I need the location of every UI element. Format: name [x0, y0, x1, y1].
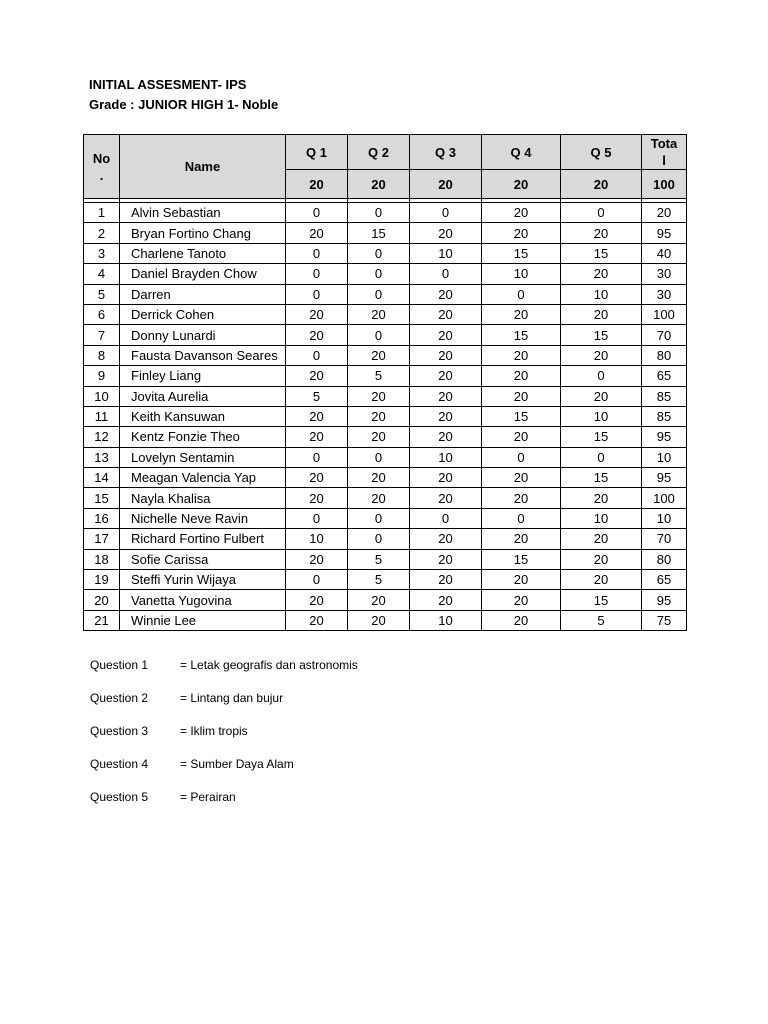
q3-score-cell: 20: [410, 386, 482, 406]
q2-score-cell: 0: [348, 264, 410, 284]
student-name-cell: Vanetta Yugovina: [120, 590, 286, 610]
student-name-cell: Lovelyn Sentamin: [120, 447, 286, 467]
header-q1: Q 1: [286, 135, 348, 170]
table-row: [84, 264, 687, 284]
row-number-cell: 9: [84, 366, 120, 386]
q1-score-cell: 20: [286, 610, 348, 630]
q3-score-cell: 20: [410, 488, 482, 508]
table-row: [84, 325, 687, 345]
q3-score-cell: 20: [410, 427, 482, 447]
student-name-cell: Sofie Carissa: [120, 549, 286, 569]
row-number-cell: 3: [84, 243, 120, 263]
table-row: [84, 508, 687, 528]
q5-score-cell: 15: [561, 590, 642, 610]
q4-score-cell: 15: [482, 243, 561, 263]
student-name-cell: Steffi Yurin Wijaya: [120, 570, 286, 590]
q3-score-cell: 20: [410, 468, 482, 488]
legend-question-topic: = Letak geografis dan astronomis: [180, 658, 358, 672]
table-row: [84, 406, 687, 426]
q5-score-cell: 5: [561, 610, 642, 630]
q3-score-cell: 20: [410, 529, 482, 549]
table-row: [84, 590, 687, 610]
student-name-cell: Daniel Brayden Chow: [120, 264, 286, 284]
table-row: [84, 529, 687, 549]
q3-score-cell: 20: [410, 570, 482, 590]
q1-score-cell: 0: [286, 284, 348, 304]
q5-score-cell: 20: [561, 570, 642, 590]
q5-score-cell: 15: [561, 243, 642, 263]
q4-score-cell: 0: [482, 284, 561, 304]
document-title: INITIAL ASSESMENT- IPS: [89, 77, 247, 92]
row-number-cell: 1: [84, 203, 120, 223]
q1-score-cell: 20: [286, 468, 348, 488]
q5-score-cell: 15: [561, 427, 642, 447]
q3-score-cell: 0: [410, 264, 482, 284]
q2-score-cell: 20: [348, 386, 410, 406]
total-score-cell: 10: [642, 447, 687, 467]
student-name-cell: Nichelle Neve Ravin: [120, 508, 286, 528]
q4-score-cell: 20: [482, 570, 561, 590]
q2-score-cell: 15: [348, 223, 410, 243]
q4-score-cell: 15: [482, 325, 561, 345]
table-row: [84, 223, 687, 243]
total-score-cell: 95: [642, 223, 687, 243]
q4-score-cell: 15: [482, 406, 561, 426]
q1-score-cell: 0: [286, 264, 348, 284]
student-name-cell: Winnie Lee: [120, 610, 286, 630]
score-table: [83, 134, 687, 631]
student-name-cell: Derrick Cohen: [120, 304, 286, 324]
grade-line: Grade : JUNIOR HIGH 1- Noble: [89, 97, 279, 112]
q4-score-cell: 20: [482, 366, 561, 386]
row-number-cell: 4: [84, 264, 120, 284]
header-total-max: 100: [642, 170, 687, 199]
q2-score-cell: 20: [348, 468, 410, 488]
header-q5: Q 5: [561, 135, 642, 170]
q5-score-cell: 20: [561, 264, 642, 284]
legend-item: [90, 790, 358, 823]
student-name-cell: Keith Kansuwan: [120, 406, 286, 426]
row-number-cell: 16: [84, 508, 120, 528]
header-name: Name: [120, 135, 286, 199]
q3-score-cell: 20: [410, 345, 482, 365]
q3-score-cell: 10: [410, 447, 482, 467]
total-score-cell: 100: [642, 488, 687, 508]
q1-score-cell: 20: [286, 325, 348, 345]
q2-score-cell: 5: [348, 570, 410, 590]
student-name-cell: Finley Liang: [120, 366, 286, 386]
document-header: [89, 75, 278, 115]
q1-score-cell: 20: [286, 406, 348, 426]
header-total: Tota l: [642, 135, 687, 170]
student-name-cell: Charlene Tanoto: [120, 243, 286, 263]
header-no: No .: [84, 135, 120, 199]
row-number-cell: 2: [84, 223, 120, 243]
q4-score-cell: 15: [482, 549, 561, 569]
student-name-cell: Darren: [120, 284, 286, 304]
total-score-cell: 20: [642, 203, 687, 223]
q5-score-cell: 20: [561, 529, 642, 549]
q2-score-cell: 20: [348, 488, 410, 508]
q1-score-cell: 20: [286, 590, 348, 610]
row-number-cell: 18: [84, 549, 120, 569]
q5-score-cell: 20: [561, 549, 642, 569]
q5-score-cell: 10: [561, 284, 642, 304]
table-body: [84, 199, 687, 631]
q4-score-cell: 10: [482, 264, 561, 284]
q5-score-cell: 0: [561, 366, 642, 386]
q2-score-cell: 0: [348, 203, 410, 223]
row-number-cell: 15: [84, 488, 120, 508]
legend-question-topic: = Sumber Daya Alam: [180, 757, 294, 771]
q2-score-cell: 20: [348, 590, 410, 610]
table-row: [84, 345, 687, 365]
table-row: [84, 570, 687, 590]
header-q4-max: 20: [482, 170, 561, 199]
q2-score-cell: 20: [348, 304, 410, 324]
table-row: [84, 488, 687, 508]
row-number-cell: 17: [84, 529, 120, 549]
legend-question-label: Question 4: [90, 757, 149, 771]
q1-score-cell: 5: [286, 386, 348, 406]
q3-score-cell: 0: [410, 508, 482, 528]
q4-score-cell: 20: [482, 203, 561, 223]
q1-score-cell: 20: [286, 223, 348, 243]
q1-score-cell: 20: [286, 488, 348, 508]
table-row: [84, 549, 687, 569]
q5-score-cell: 20: [561, 488, 642, 508]
total-score-cell: 85: [642, 406, 687, 426]
table-row: [84, 468, 687, 488]
q1-score-cell: 0: [286, 243, 348, 263]
table-row: [84, 427, 687, 447]
q1-score-cell: 20: [286, 427, 348, 447]
q3-score-cell: 10: [410, 610, 482, 630]
q3-score-cell: 20: [410, 590, 482, 610]
row-number-cell: 10: [84, 386, 120, 406]
q5-score-cell: 20: [561, 345, 642, 365]
legend-item: [90, 691, 358, 724]
legend-question-topic: = Lintang dan bujur: [180, 691, 284, 705]
q1-score-cell: 20: [286, 304, 348, 324]
total-score-cell: 65: [642, 366, 687, 386]
q5-score-cell: 10: [561, 508, 642, 528]
q3-score-cell: 20: [410, 406, 482, 426]
table-row: [84, 243, 687, 263]
q1-score-cell: 20: [286, 549, 348, 569]
row-number-cell: 20: [84, 590, 120, 610]
header-q4: Q 4: [482, 135, 561, 170]
student-name-cell: Jovita Aurelia: [120, 386, 286, 406]
table-row: [84, 447, 687, 467]
student-name-cell: Alvin Sebastian: [120, 203, 286, 223]
q4-score-cell: 20: [482, 386, 561, 406]
q5-score-cell: 10: [561, 406, 642, 426]
total-score-cell: 40: [642, 243, 687, 263]
q3-score-cell: 20: [410, 325, 482, 345]
total-score-cell: 95: [642, 427, 687, 447]
q2-score-cell: 20: [348, 406, 410, 426]
header-q5-max: 20: [561, 170, 642, 199]
table-row: [84, 610, 687, 630]
row-number-cell: 12: [84, 427, 120, 447]
row-number-cell: 11: [84, 406, 120, 426]
q4-score-cell: 20: [482, 345, 561, 365]
q2-score-cell: 0: [348, 447, 410, 467]
q1-score-cell: 0: [286, 508, 348, 528]
total-score-cell: 70: [642, 325, 687, 345]
legend-question-label: Question 2: [90, 691, 149, 705]
student-name-cell: Meagan Valencia Yap: [120, 468, 286, 488]
q4-score-cell: 20: [482, 488, 561, 508]
q2-score-cell: 20: [348, 345, 410, 365]
student-name-cell: Bryan Fortino Chang: [120, 223, 286, 243]
table-row: [84, 203, 687, 223]
row-number-cell: 6: [84, 304, 120, 324]
total-score-cell: 95: [642, 468, 687, 488]
q1-score-cell: 20: [286, 366, 348, 386]
legend-item: [90, 757, 358, 790]
q4-score-cell: 20: [482, 304, 561, 324]
legend-question-topic: = Iklim tropis: [180, 724, 248, 738]
q4-score-cell: 20: [482, 427, 561, 447]
q4-score-cell: 20: [482, 590, 561, 610]
q2-score-cell: 20: [348, 610, 410, 630]
header-q1-max: 20: [286, 170, 348, 199]
legend-item: [90, 658, 358, 691]
table-row: [84, 304, 687, 324]
q1-score-cell: 0: [286, 203, 348, 223]
q2-score-cell: 0: [348, 284, 410, 304]
legend-question-label: Question 5: [90, 790, 149, 804]
total-score-cell: 100: [642, 304, 687, 324]
student-name-cell: Fausta Davanson Seares: [120, 345, 286, 365]
q5-score-cell: 20: [561, 223, 642, 243]
q2-score-cell: 20: [348, 427, 410, 447]
q4-score-cell: 20: [482, 529, 561, 549]
header-q3: Q 3: [410, 135, 482, 170]
q3-score-cell: 20: [410, 223, 482, 243]
table-header: [84, 135, 687, 199]
q2-score-cell: 0: [348, 529, 410, 549]
row-number-cell: 7: [84, 325, 120, 345]
q5-score-cell: 0: [561, 203, 642, 223]
total-score-cell: 95: [642, 590, 687, 610]
q2-score-cell: 0: [348, 325, 410, 345]
q2-score-cell: 5: [348, 549, 410, 569]
legend-question-topic: = Perairan: [180, 790, 236, 804]
legend-item: [90, 724, 358, 757]
q3-score-cell: 0: [410, 203, 482, 223]
student-name-cell: Kentz Fonzie Theo: [120, 427, 286, 447]
row-number-cell: 5: [84, 284, 120, 304]
q1-score-cell: 0: [286, 447, 348, 467]
q5-score-cell: 20: [561, 386, 642, 406]
q3-score-cell: 20: [410, 549, 482, 569]
q1-score-cell: 0: [286, 345, 348, 365]
total-score-cell: 75: [642, 610, 687, 630]
table-row: [84, 366, 687, 386]
q4-score-cell: 0: [482, 447, 561, 467]
total-score-cell: 30: [642, 284, 687, 304]
legend-question-label: Question 3: [90, 724, 149, 738]
q2-score-cell: 0: [348, 243, 410, 263]
question-legend: [90, 658, 358, 823]
student-name-cell: Donny Lunardi: [120, 325, 286, 345]
row-number-cell: 21: [84, 610, 120, 630]
total-score-cell: 70: [642, 529, 687, 549]
table-row: [84, 386, 687, 406]
q1-score-cell: 10: [286, 529, 348, 549]
total-score-cell: 80: [642, 345, 687, 365]
row-number-cell: 13: [84, 447, 120, 467]
row-number-cell: 8: [84, 345, 120, 365]
student-name-cell: Nayla Khalisa: [120, 488, 286, 508]
header-q2-max: 20: [348, 170, 410, 199]
q5-score-cell: 15: [561, 468, 642, 488]
q4-score-cell: 0: [482, 508, 561, 528]
total-score-cell: 80: [642, 549, 687, 569]
table-row: [84, 284, 687, 304]
q3-score-cell: 20: [410, 304, 482, 324]
q4-score-cell: 20: [482, 610, 561, 630]
total-score-cell: 10: [642, 508, 687, 528]
q2-score-cell: 0: [348, 508, 410, 528]
q3-score-cell: 10: [410, 243, 482, 263]
total-score-cell: 30: [642, 264, 687, 284]
row-number-cell: 14: [84, 468, 120, 488]
row-number-cell: 19: [84, 570, 120, 590]
q3-score-cell: 20: [410, 284, 482, 304]
q5-score-cell: 15: [561, 325, 642, 345]
q4-score-cell: 20: [482, 223, 561, 243]
q2-score-cell: 5: [348, 366, 410, 386]
header-q3-max: 20: [410, 170, 482, 199]
q5-score-cell: 0: [561, 447, 642, 467]
header-q2: Q 2: [348, 135, 410, 170]
legend-question-label: Question 1: [90, 658, 149, 672]
q5-score-cell: 20: [561, 304, 642, 324]
q4-score-cell: 20: [482, 468, 561, 488]
total-score-cell: 85: [642, 386, 687, 406]
student-name-cell: Richard Fortino Fulbert: [120, 529, 286, 549]
q1-score-cell: 0: [286, 570, 348, 590]
q3-score-cell: 20: [410, 366, 482, 386]
total-score-cell: 65: [642, 570, 687, 590]
